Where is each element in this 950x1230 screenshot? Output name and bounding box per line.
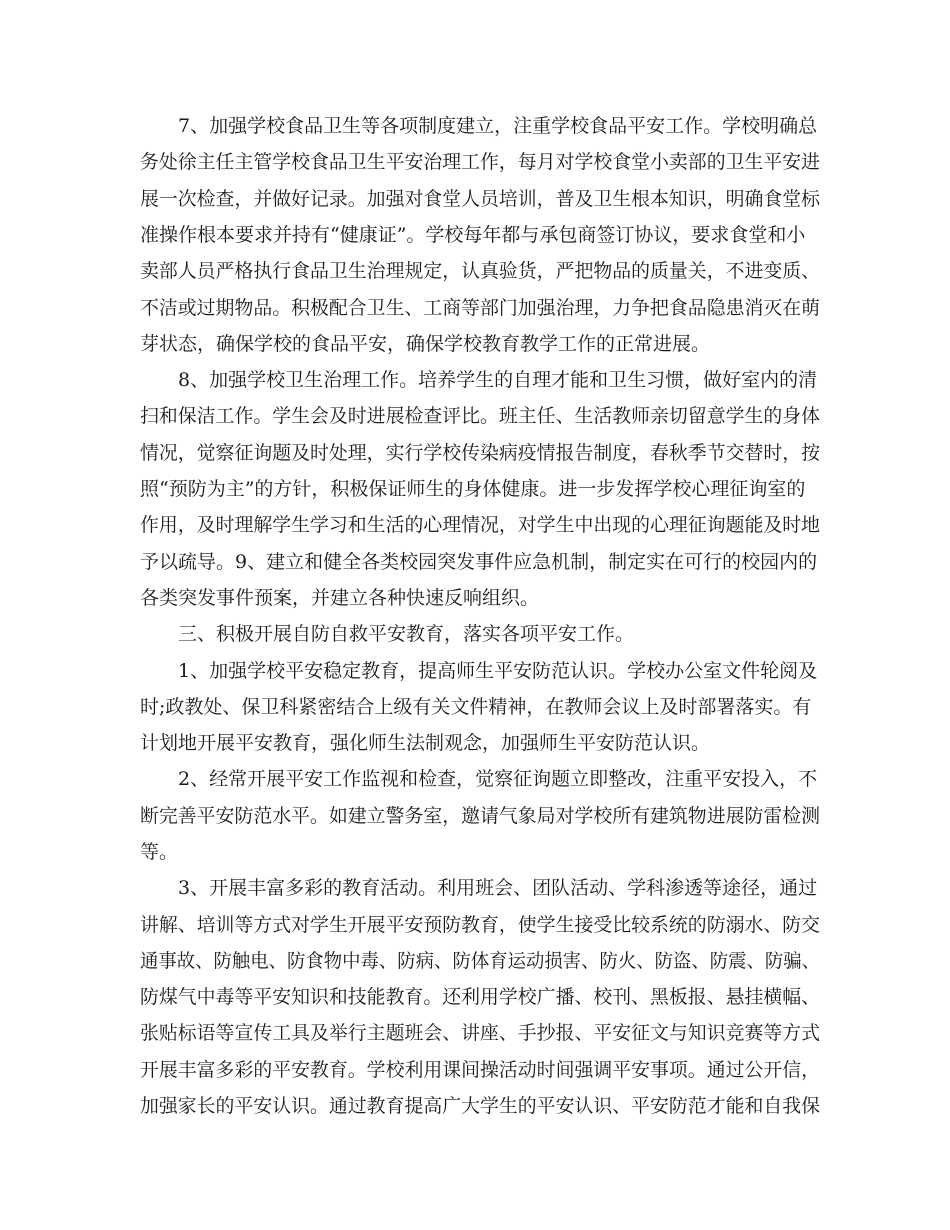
- text-line: 讲解、培训等方式对学生开展平安预防教育，使学生接受比较系统的防溺水、防交: [140, 914, 821, 936]
- text-line: 2、经常开展平安工作监视和检查，觉察征询题立即整改，注重平安投入，不: [178, 768, 818, 790]
- text-line: 时;政教处、保卫科紧密结合上级有关文件精神，在教师会议上及时部署落实。有: [140, 696, 812, 718]
- text-line: 通事故、防触电、防食物中毒、防病、防体育运动损害、防火、防盗、防震、防骗、: [140, 950, 821, 972]
- text-line: 等。: [140, 841, 179, 863]
- text-line: 防煤气中毒等平安知识和技能教育。还利用学校广播、校刊、黑板报、悬挂横幅、: [140, 986, 821, 1008]
- text-line: 计划地开展平安教育，强化师生法制观念，加强师生平安防范认识。: [140, 732, 711, 754]
- text-line: 开展丰富多彩的平安教育。学校利用课间操活动时间强调平安事项。通过公开信，: [140, 1059, 821, 1081]
- text-line: 准操作根本要求并持有“健康证”。学校每年都与承包商签订协议，要求食堂和小: [140, 224, 806, 246]
- text-line: 扫和保洁工作。学生会及时进展检查评比。班主任、生活教师亲切留意学生的身体: [140, 405, 821, 427]
- text-line: 芽状态，确保学校的食品平安，确保学校教育教学工作的正常进展。: [140, 333, 711, 355]
- text-line: 1、加强学校平安稳定教育，提高师生平安防范认识。学校办公室文件轮阅及: [178, 660, 818, 682]
- text-line: 予以疏导。9、建立和健全各类校园突发事件应急机制，制定实在可行的校园内的: [140, 551, 818, 573]
- text-line: 7、加强学校食品卫生等各项制度建立，注重学校食品平安工作。学校明确总: [178, 115, 818, 137]
- text-line: 情况，觉察征询题及时处理，实行学校传染病疫情报告制度，春秋季节交替时，按: [140, 442, 821, 464]
- text-line: 作用，及时理解学生学习和生活的心理情况，对学生中出现的心理征询题能及时地: [140, 514, 821, 536]
- text-line: 张贴标语等宣传工具及举行主题班会、讲座、手抄报、平安征文与知识竞赛等方式: [140, 1022, 821, 1044]
- text-line: 8、加强学校卫生治理工作。培养学生的自理才能和卫生习惯，做好室内的清: [178, 369, 818, 391]
- text-line: 卖部人员严格执行食品卫生治理规定，认真验货，严把物品的质量关，不进变质、: [140, 260, 821, 282]
- text-line: 照“预防为主”的方针，积极保证师生的身体健康。进一步发挥学校心理征询室的: [140, 478, 806, 500]
- text-line: 展一次检查，并做好记录。加强对食堂人员培训，普及卫生根本知识，明确食堂标: [140, 188, 821, 210]
- text-line: 3、开展丰富多彩的教育活动。利用班会、团队活动、学科渗透等途径，通过: [178, 877, 818, 899]
- text-line: 不洁或过期物品。积极配合卫生、工商等部门加强治理，力争把食品隐患消灭在萌: [140, 297, 821, 319]
- text-line: 加强家长的平安认识。通过教育提高广大学生的平安认识、平安防范才能和自我保: [140, 1095, 821, 1117]
- text-line: 务处徐主任主管学校食品卫生平安治理工作，每月对学校食堂小卖部的卫生平安进: [140, 151, 821, 173]
- text-line: 断完善平安防范水平。如建立警务室，邀请气象局对学校所有建筑物进展防雷检测: [140, 805, 821, 827]
- text-line: 各类突发事件预案，并建立各种快速反响组织。: [140, 587, 540, 609]
- section-heading: 三、积极开展自防自救平安教育，落实各项平安工作。: [178, 623, 635, 645]
